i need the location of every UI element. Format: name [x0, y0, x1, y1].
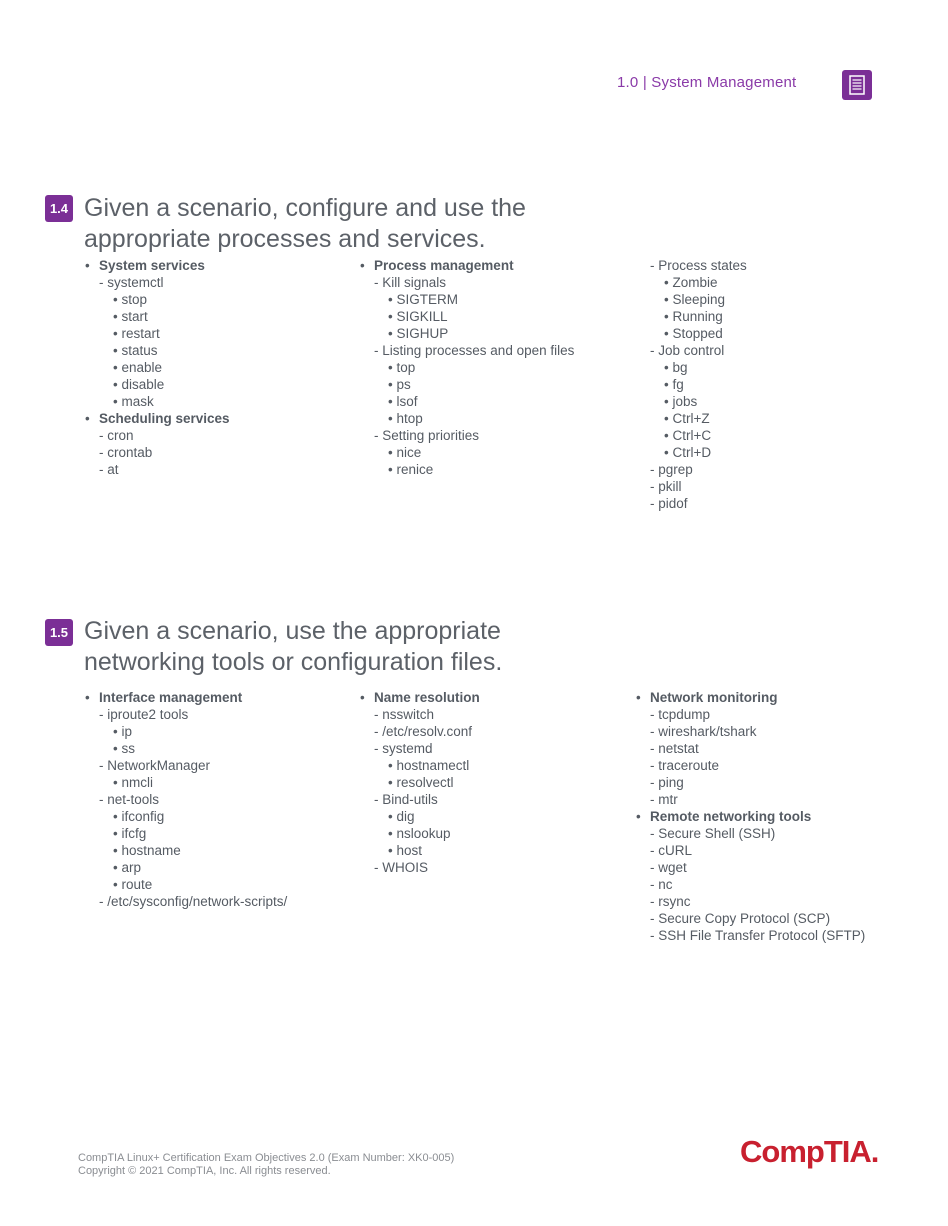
objective-item: - NetworkManager [99, 758, 211, 773]
objective-item: - pgrep [650, 462, 693, 477]
objective-topic: • Interface management [85, 689, 287, 706]
comptia-logo: CompTIA. [740, 1134, 879, 1169]
objective-item: • Zombie [664, 275, 718, 290]
objective-column [360, 689, 480, 876]
objective-item: - netstat [650, 741, 699, 756]
page-header-title: 1.0 | System Management [617, 74, 797, 91]
objective-column [650, 257, 747, 512]
objective-item: - tcpdump [650, 707, 711, 722]
section-title [84, 616, 502, 678]
objective-item: • htop [388, 411, 423, 426]
objective-item: • nslookup [388, 826, 451, 841]
objective-item: - systemctl [99, 275, 164, 290]
objective-topic: • Scheduling services [85, 410, 230, 427]
section-title-line: Given a scenario, use the appropriate [84, 617, 501, 645]
objective-item: • Ctrl+C [664, 428, 712, 443]
objective-item: - crontab [99, 445, 153, 460]
objective-column [360, 257, 574, 478]
document-list-icon [842, 70, 872, 100]
section-title-line: networking tools or configuration files. [84, 648, 503, 676]
objective-item: - Kill signals [374, 275, 447, 290]
objective-item: - at [99, 462, 119, 477]
objective-item: - iproute2 tools [99, 707, 189, 722]
objective-item: - systemd [374, 741, 433, 756]
footer-exam-line: CompTIA Linux+ Certification Exam Objectives 2.0 (Exam Number: XK0-005) [78, 1152, 455, 1164]
objective-item: • nice [388, 445, 422, 460]
objective-item: - traceroute [650, 758, 720, 773]
section-number-badge: 1.5 [45, 619, 73, 646]
objective-item: • hostnamectl [388, 758, 470, 773]
objective-item: • restart [113, 326, 160, 341]
objective-item: • Sleeping [664, 292, 726, 307]
objective-topic: • Network monitoring [636, 689, 865, 706]
objective-item: - /etc/sysconfig/network-scripts/ [99, 894, 288, 909]
objective-column [85, 689, 287, 910]
objective-item: • nmcli [113, 775, 153, 790]
objective-item: - nsswitch [374, 707, 435, 722]
objective-item: • disable [113, 377, 165, 392]
objective-item: • renice [388, 462, 434, 477]
objective-topic: • Process management [360, 257, 574, 274]
objective-item: • ps [388, 377, 411, 392]
section-number-badge: 1.4 [45, 195, 73, 222]
objective-item: • lsof [388, 394, 418, 409]
objective-item: • bg [664, 360, 688, 375]
objective-item: • start [113, 309, 148, 324]
objective-item: • ifconfig [113, 809, 165, 824]
objective-item: • resolvectl [388, 775, 454, 790]
objective-item: • jobs [664, 394, 698, 409]
section-title-line: appropriate processes and services. [84, 225, 486, 253]
objective-item: • Ctrl+Z [664, 411, 710, 426]
objective-item: - pidof [650, 496, 688, 511]
objective-item: - Bind-utils [374, 792, 438, 807]
section-title-line: Given a scenario, configure and use the [84, 194, 526, 222]
objective-item: • fg [664, 377, 684, 392]
objective-item: • ifcfg [113, 826, 147, 841]
objective-item: • mask [113, 394, 154, 409]
objective-item: • ss [113, 741, 135, 756]
objective-item: - cURL [650, 843, 693, 858]
objective-item: - pkill [650, 479, 682, 494]
objective-item: - Job control [650, 343, 725, 358]
objective-item: • dig [388, 809, 415, 824]
footer-copyright-line: Copyright © 2021 CompTIA, Inc. All rights reserved. [78, 1165, 331, 1177]
objective-item: - ping [650, 775, 684, 790]
section-title [84, 193, 526, 255]
objective-item: - rsync [650, 894, 691, 909]
objective-item: • host [388, 843, 422, 858]
objective-item: • SIGTERM [388, 292, 458, 307]
objective-item: • ip [113, 724, 132, 739]
objective-item: - SSH File Transfer Protocol (SFTP) [650, 928, 866, 943]
objective-item: • enable [113, 360, 163, 375]
objective-item: • status [113, 343, 158, 358]
objective-item: • Ctrl+D [664, 445, 712, 460]
objective-item: • stop [113, 292, 147, 307]
objective-item: - cron [99, 428, 134, 443]
objective-item: • Running [664, 309, 723, 324]
objective-item: • top [388, 360, 416, 375]
objective-topic: • Remote networking tools [636, 808, 865, 825]
objective-item: - wireshark/tshark [650, 724, 757, 739]
objective-topic: • System services [85, 257, 230, 274]
objective-item: - /etc/resolv.conf [374, 724, 473, 739]
objective-item: - Secure Shell (SSH) [650, 826, 776, 841]
objective-item: - Setting priorities [374, 428, 480, 443]
objective-item: • SIGHUP [388, 326, 449, 341]
objective-item: - nc [650, 877, 673, 892]
objective-item: - wget [650, 860, 687, 875]
objective-item: • SIGKILL [388, 309, 448, 324]
objective-column [636, 689, 865, 944]
objective-item: - Process states [650, 258, 747, 273]
objective-item: • hostname [113, 843, 181, 858]
objective-item: - net-tools [99, 792, 160, 807]
footer [78, 1152, 454, 1178]
objective-item: - mtr [650, 792, 678, 807]
objective-item: - WHOIS [374, 860, 428, 875]
objective-topic: • Name resolution [360, 689, 480, 706]
objective-item: • route [113, 877, 153, 892]
objective-item: • arp [113, 860, 141, 875]
objective-column [85, 257, 230, 478]
objective-item: - Listing processes and open files [374, 343, 575, 358]
objective-item: - Secure Copy Protocol (SCP) [650, 911, 831, 926]
objective-item: • Stopped [664, 326, 723, 341]
